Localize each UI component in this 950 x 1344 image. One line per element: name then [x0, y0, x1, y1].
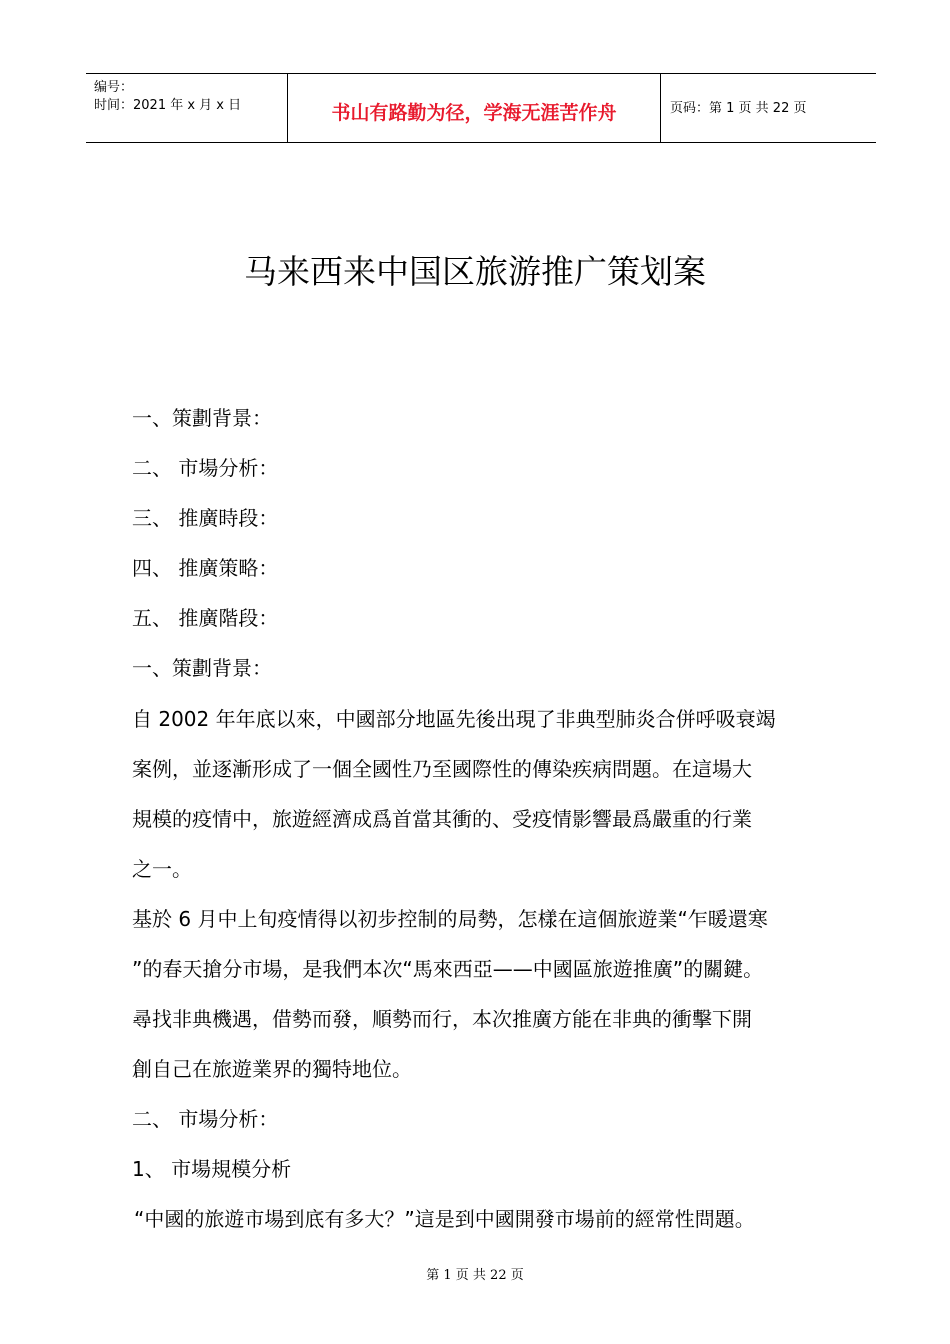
paragraph-line: 尋找非典機遇，借勢而發，順勢而行，本次推廣方能在非典的衝擊下開 [132, 1007, 752, 1031]
document-title: 马来西来中国区旅游推广策划案 [244, 252, 706, 291]
paragraph-line: 自 2002 年年底以來，中國部分地區先後出現了非典型肺炎合併呼吸衰竭 [132, 707, 776, 731]
page-header [86, 73, 876, 143]
toc-item: 二、 市場分析： [132, 456, 279, 480]
paragraph-line: “中國的旅遊市場到底有多大？”這是到中國開發市場前的經常性問題。 [134, 1207, 755, 1231]
toc-item: 三、 推廣時段： [132, 506, 279, 530]
paragraph-line: ”的春天搶分市場，是我們本次“馬來西亞——中國區旅遊推廣”的關鍵。 [132, 957, 764, 981]
header-motto: 书山有路勤为径，学海无涯苦作舟 [331, 102, 617, 124]
paragraph-line: 之一。 [132, 857, 192, 881]
toc-item: 一、策劃背景： [132, 406, 272, 430]
header-page-cell [660, 74, 876, 142]
toc-item: 五、 推廣階段： [132, 606, 279, 630]
header-page-info: 页码：第 1 页 共 22 页 [670, 101, 807, 116]
page-footer: 第 1 页 共 22 页 [426, 1268, 524, 1283]
toc-item: 四、 推廣策略： [132, 556, 279, 580]
subsection-heading: 1、 市場規模分析 [132, 1157, 292, 1181]
paragraph-line: 規模的疫情中，旅遊經濟成爲首當其衝的、受疫情影響最爲嚴重的行業 [132, 807, 752, 831]
paragraph-line: 創自己在旅遊業界的獨特地位。 [132, 1057, 412, 1081]
section-heading: 二、 市場分析： [132, 1107, 279, 1131]
paragraph-line: 案例，並逐漸形成了一個全國性乃至國際性的傳染疾病問題。在這場大 [132, 757, 752, 781]
document-number-label: 编号： [94, 80, 134, 95]
header-meta [86, 74, 286, 142]
header-motto-cell [287, 74, 661, 142]
paragraph-line: 基於 6 月中上旬疫情得以初步控制的局勢，怎樣在這個旅遊業“乍暖還寒 [132, 907, 768, 931]
document-time-label: 时间：2021 年 x 月 x 日 [94, 98, 242, 113]
section-heading: 一、策劃背景： [132, 656, 272, 680]
